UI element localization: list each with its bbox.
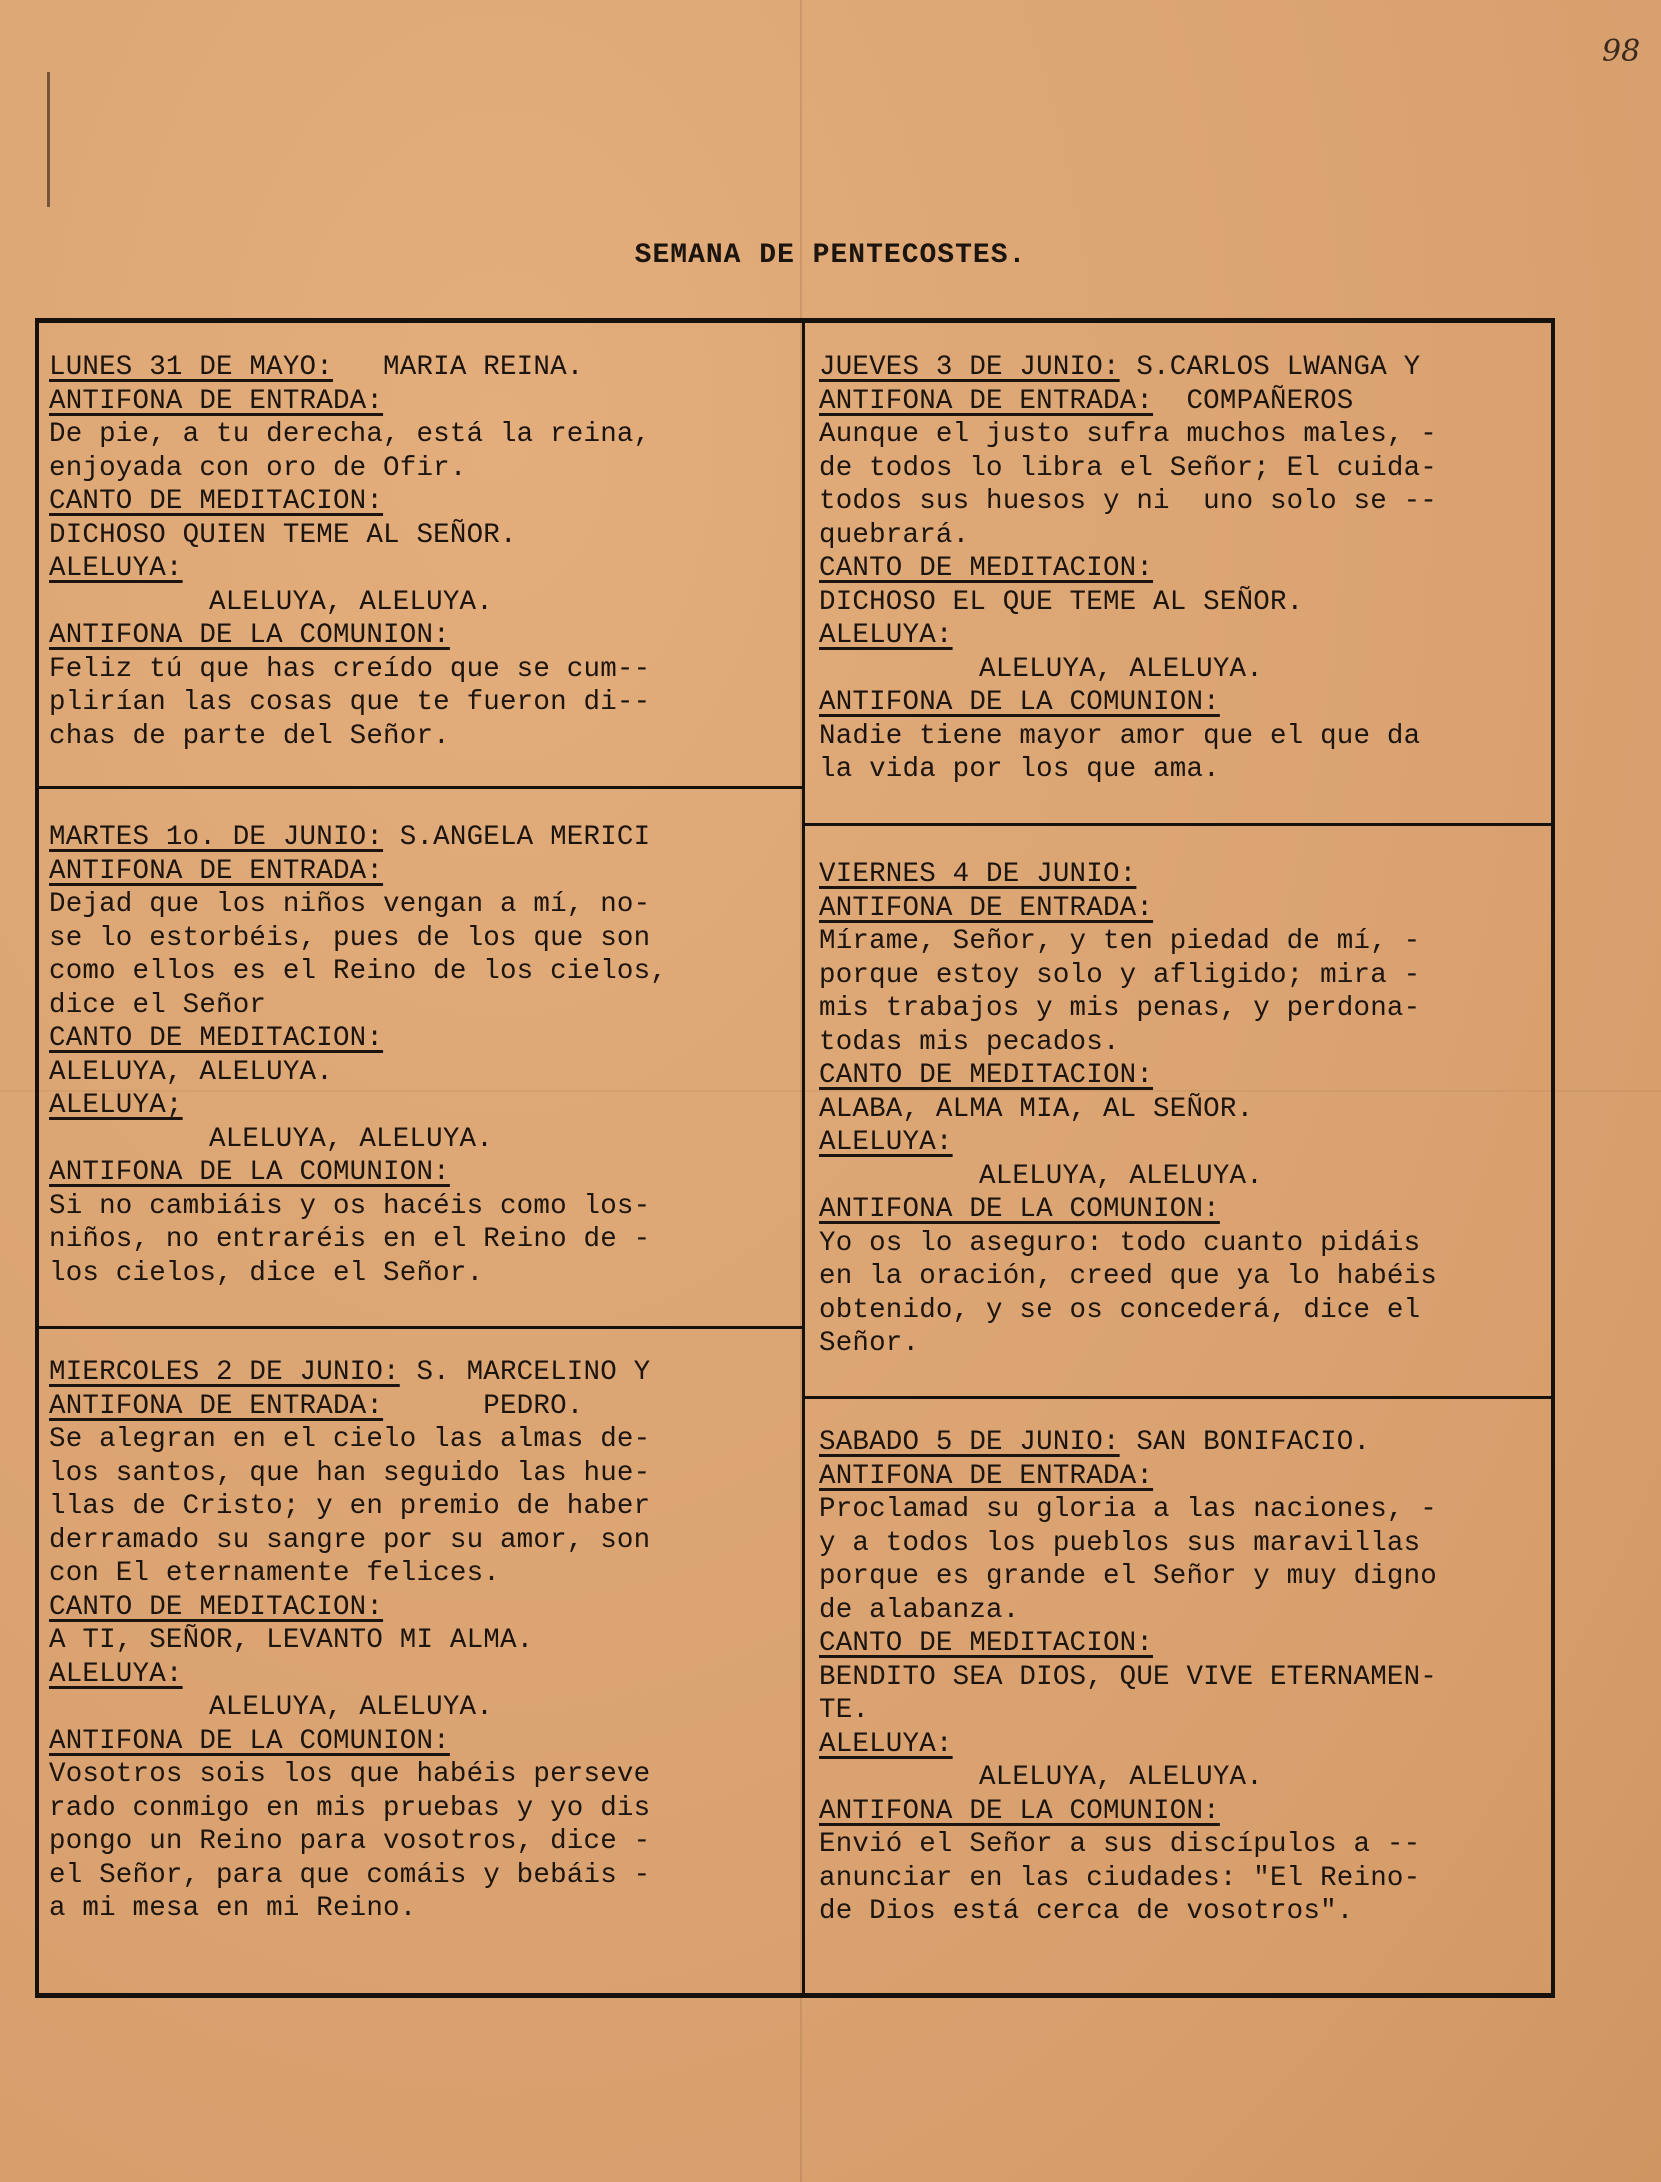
comunion-label: ANTIFONA DE LA COMUNION: <box>819 687 1220 718</box>
entrada-heading-line <box>819 1460 1545 1494</box>
entrada-text-line: Se alegran en el cielo las almas de- <box>49 1424 651 1455</box>
day-cell-jueves <box>809 351 1555 787</box>
entrada-text-line: porque es grande el Señor y muy digno <box>819 1561 1437 1592</box>
comunion-text-line: Vosotros sois los que habéis perseve <box>49 1759 651 1790</box>
comunion-text-line: Señor. <box>819 1328 920 1359</box>
meditacion-label: CANTO DE MEDITACION: <box>49 1023 384 1054</box>
entrada-text-line: derramado su sangre por su amor, son <box>49 1524 651 1556</box>
entrada-text-line: enjoyada con oro de Ofir. <box>49 452 467 484</box>
comunion-text-line: de Dios está cerca de vosotros". <box>819 1896 1354 1927</box>
day-date: SABADO 5 DE JUNIO: <box>819 1427 1120 1458</box>
entrada-label: ANTIFONA DE ENTRADA: <box>49 1390 384 1422</box>
entrada-text-line: mis trabajos y mis penas, y perdona- <box>819 993 1421 1024</box>
entrada-text-line: todos sus huesos y ni uno solo se -- <box>819 486 1437 517</box>
entrada-text-line: quebrará. <box>819 519 970 551</box>
day-cell-viernes <box>809 858 1555 1361</box>
comunion-text-line: el Señor, para que comáis y bebáis - <box>49 1859 651 1891</box>
entrada-heading-line <box>819 892 1545 926</box>
day-heading-line <box>819 1426 1545 1460</box>
aleluya-text: ALELUYA, ALELUYA. <box>209 586 493 618</box>
meditacion-text-line: ALELUYA, ALELUYA. <box>49 1056 333 1088</box>
aleluya-label: ALELUYA: <box>819 1728 953 1760</box>
meditacion-text-line: ALABA, ALMA MIA, AL SEÑOR. <box>819 1093 1254 1125</box>
day-heading-line <box>49 821 794 855</box>
comunion-text-line: chas de parte del Señor. <box>49 720 450 752</box>
row-divider-right-2 <box>804 1396 1555 1399</box>
day-date: MARTES 1o. DE JUNIO: <box>49 822 384 853</box>
aleluya-heading-line <box>49 1089 794 1123</box>
aleluya-heading-line <box>819 1126 1545 1160</box>
feast-name: S.CARLOS LWANGA Y <box>1119 352 1421 383</box>
row-divider-left-2 <box>39 1326 804 1329</box>
entrada-heading-line <box>819 385 1545 419</box>
day-heading-line <box>819 858 1545 892</box>
meditacion-text-line: TE. <box>819 1695 870 1726</box>
meditacion-label: CANTO DE MEDITACION: <box>49 486 384 517</box>
comunion-heading-line <box>49 1725 794 1759</box>
entrada-text-line: de alabanza. <box>819 1594 1020 1626</box>
entrada-extra: PEDRO. <box>383 1390 584 1422</box>
aleluya-heading-line <box>819 1728 1545 1762</box>
comunion-text-line: niños, no entraréis en el Reino de - <box>49 1224 651 1255</box>
entrada-text-line: de todos lo libra el Señor; El cuida- <box>819 452 1437 484</box>
day-heading-line <box>49 1356 794 1390</box>
row-divider-left-1 <box>39 786 804 789</box>
entrada-label: ANTIFONA DE ENTRADA: <box>819 1460 1154 1492</box>
day-cell-martes <box>39 821 804 1290</box>
entrada-text-line: llas de Cristo; y en premio de haber <box>49 1491 651 1522</box>
comunion-heading-line <box>819 1795 1545 1829</box>
aleluya-label: ALELUYA: <box>819 620 953 651</box>
meditacion-text-line: DICHOSO QUIEN TEME AL SEÑOR. <box>49 519 517 551</box>
aleluya-text: ALELUYA, ALELUYA. <box>979 1762 1263 1793</box>
comunion-text-line: los cielos, dice el Señor. <box>49 1257 484 1289</box>
aleluya-label: ALELUYA: <box>49 1658 183 1690</box>
comunion-text-line: pongo un Reino para vosotros, dice - <box>49 1826 651 1857</box>
aleluya-heading-line <box>819 619 1545 653</box>
entrada-text-line: Proclamad su gloria a las naciones, - <box>819 1494 1437 1525</box>
day-date: MIERCOLES 2 DE JUNIO: <box>49 1357 400 1388</box>
entrada-text-line: se lo estorbéis, pues de los que son <box>49 922 651 954</box>
entrada-text-line: Aunque el justo sufra muchos males, - <box>819 419 1437 450</box>
entrada-text-line: De pie, a tu derecha, está la reina, <box>49 419 651 450</box>
comunion-label: ANTIFONA DE LA COMUNION: <box>49 1725 450 1757</box>
comunion-text-line: Yo os lo aseguro: todo cuanto pidáis <box>819 1227 1421 1259</box>
comunion-text-line: en la oración, creed que ya lo habéis <box>819 1261 1437 1292</box>
comunion-label: ANTIFONA DE LA COMUNION: <box>49 620 450 651</box>
meditacion-text-line: DICHOSO EL QUE TEME AL SEÑOR. <box>819 586 1304 618</box>
entrada-text-line: dice el Señor <box>49 989 267 1021</box>
comunion-text-line: rado conmigo en mis pruebas y yo dis <box>49 1792 651 1824</box>
day-date: JUEVES 3 DE JUNIO: <box>819 352 1120 383</box>
entrada-extra: COMPAÑEROS <box>1153 385 1354 417</box>
aleluya-heading-line <box>49 552 794 586</box>
entrada-heading-line <box>49 385 794 419</box>
comunion-heading-line <box>49 619 794 653</box>
feast-name: SAN BONIFACIO. <box>1119 1427 1371 1458</box>
comunion-text-line: plirían las cosas que te fueron di-- <box>49 687 651 718</box>
comunion-label: ANTIFONA DE LA COMUNION: <box>49 1157 450 1188</box>
comunion-heading-line <box>819 686 1545 720</box>
entrada-text-line: los santos, que han seguido las hue- <box>49 1457 651 1489</box>
row-divider-right-1 <box>804 823 1555 826</box>
aleluya-text: ALELUYA, ALELUYA. <box>209 1123 493 1155</box>
entrada-text-line: porque estoy solo y afligido; mira - <box>819 959 1421 991</box>
comunion-text-line: la vida por los que ama. <box>819 754 1220 785</box>
aleluya-label: ALELUYA: <box>49 553 183 584</box>
entrada-text-line: y a todos los pueblos sus maravillas <box>819 1527 1421 1559</box>
feast-name: MARIA REINA. <box>332 352 584 383</box>
day-heading-line <box>819 351 1545 385</box>
page-title: SEMANA DE PENTECOSTES. <box>634 240 1027 271</box>
aleluya-text: ALELUYA, ALELUYA. <box>209 1692 493 1723</box>
entrada-label: ANTIFONA DE ENTRADA: <box>49 855 384 887</box>
entrada-label: ANTIFONA DE ENTRADA: <box>819 892 1154 924</box>
comunion-text-line: Si no cambiáis y os hacéis como los- <box>49 1190 651 1222</box>
entrada-label: ANTIFONA DE ENTRADA: <box>49 385 384 417</box>
comunion-text-line: Feliz tú que has creído que se cum-- <box>49 653 651 685</box>
page-number: 98 <box>1602 34 1641 69</box>
day-heading-line <box>49 351 794 385</box>
entrada-text-line: con El eternamente felices. <box>49 1558 500 1589</box>
entrada-text-line: Dejad que los niños vengan a mí, no- <box>49 889 651 920</box>
meditacion-label: CANTO DE MEDITACION: <box>819 553 1154 584</box>
aleluya-label: ALELUYA: <box>819 1127 953 1158</box>
day-date: LUNES 31 DE MAYO: <box>49 352 333 383</box>
entrada-heading-line <box>49 1390 794 1424</box>
meditacion-label: CANTO DE MEDITACION: <box>819 1060 1154 1091</box>
aleluya-label: ALELUYA; <box>49 1090 183 1121</box>
entrada-text-line: todas mis pecados. <box>819 1026 1120 1058</box>
comunion-heading-line <box>49 1156 794 1190</box>
comunion-text-line: Envió el Señor a sus discípulos a -- <box>819 1829 1421 1860</box>
margin-mark <box>47 72 50 207</box>
day-cell-miercoles <box>39 1356 804 1926</box>
entrada-text-line: como ellos es el Reino de los cielos, <box>49 956 667 987</box>
entrada-label: ANTIFONA DE ENTRADA: <box>819 385 1154 417</box>
meditacion-text-line: A TI, SEÑOR, LEVANTO MI ALMA. <box>49 1625 534 1656</box>
aleluya-text: ALELUYA, ALELUYA. <box>979 653 1263 685</box>
comunion-label: ANTIFONA DE LA COMUNION: <box>819 1795 1220 1827</box>
meditacion-text-line: BENDITO SEA DIOS, QUE VIVE ETERNAMEN- <box>819 1661 1437 1693</box>
day-date: VIERNES 4 DE JUNIO: <box>819 859 1137 890</box>
meditacion-label: CANTO DE MEDITACION: <box>49 1591 384 1623</box>
aleluya-text: ALELUYA, ALELUYA. <box>979 1160 1263 1192</box>
comunion-text-line: Nadie tiene mayor amor que el que da <box>819 720 1421 752</box>
comunion-label: ANTIFONA DE LA COMUNION: <box>819 1194 1220 1225</box>
feast-name: S. MARCELINO Y <box>399 1357 651 1388</box>
day-cell-lunes <box>39 351 804 753</box>
aleluya-heading-line <box>49 1658 794 1692</box>
comunion-text-line: obtenido, y se os concederá, dice el <box>819 1294 1421 1326</box>
entrada-heading-line <box>49 855 794 889</box>
liturgy-grid <box>35 318 1555 1998</box>
day-cell-sabado <box>809 1426 1555 1929</box>
comunion-heading-line <box>819 1193 1545 1227</box>
comunion-text-line: anunciar en las ciudades: "El Reino- <box>819 1862 1421 1894</box>
entrada-text-line: Mírame, Señor, y ten piedad de mí, - <box>819 926 1421 957</box>
meditacion-label: CANTO DE MEDITACION: <box>819 1628 1154 1659</box>
comunion-text-line: a mi mesa en mi Reino. <box>49 1893 417 1924</box>
feast-name: S.ANGELA MERICI <box>383 822 651 853</box>
